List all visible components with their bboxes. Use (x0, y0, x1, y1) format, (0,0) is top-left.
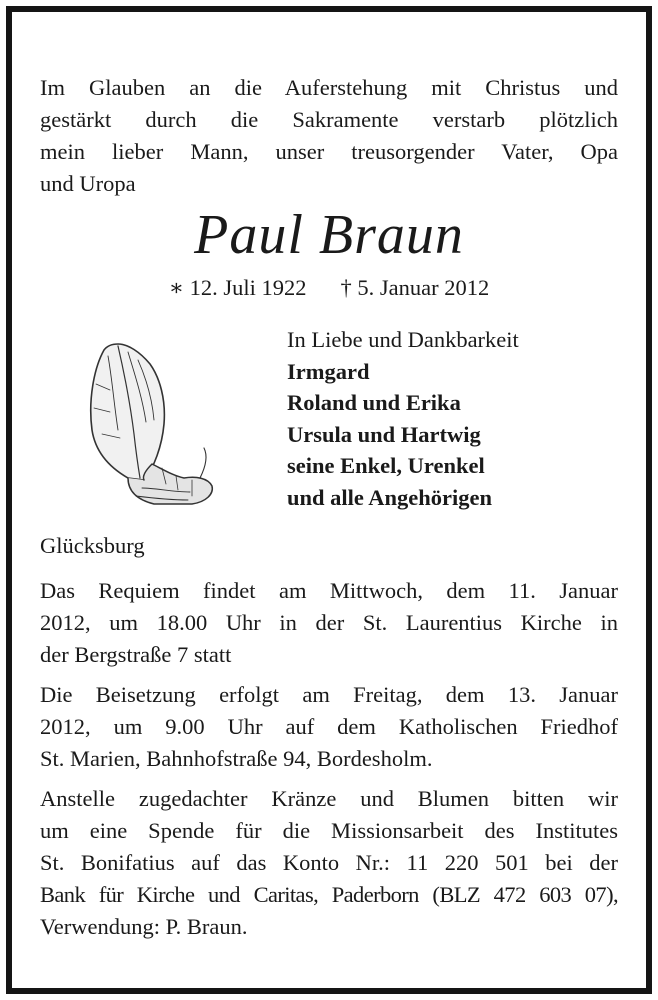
donation-line: Anstelle zugedachter Kränze und Blumen bitten wir (40, 786, 618, 811)
burial-line: St. Marien, Bahnhofstraße 94, Bordesholm. (40, 746, 433, 771)
life-dates (0, 272, 658, 304)
requiem-line: 2012, um 18.00 Uhr in der St. Laurentius Kirche in (40, 610, 618, 635)
mourners-block (287, 324, 627, 513)
deceased-name: Paul Braun (194, 204, 464, 266)
place (40, 530, 618, 562)
requiem-paragraph (40, 575, 618, 671)
donation-line: um eine Spende für die Missionsarbeit des Institutes (40, 818, 618, 843)
burial-paragraph (40, 679, 618, 775)
place-line: Glücksburg (40, 533, 145, 558)
death-date: † 5. Januar 2012 (340, 275, 490, 300)
donation-line: Verwendung: P. Braun. (40, 914, 248, 939)
burial-line: Die Beisetzung erfolgt am Freitag, dem 13. Januar (40, 682, 618, 707)
intro-line: mein lieber Mann, unser treusorgender Vater, Opa (40, 139, 618, 164)
burial-line: 2012, um 9.00 Uhr auf dem Katholischen Friedhof (40, 714, 618, 739)
intro-line: gestärkt durch die Sakramente verstarb plötzlich (40, 107, 618, 132)
mourners-intro: In Liebe und Dankbarkeit (287, 327, 519, 352)
birth-date: ∗ 12. Juli 1922 (168, 275, 307, 300)
mourner-name: seine Enkel, Urenkel (287, 453, 485, 478)
requiem-line: der Bergstraße 7 statt (40, 642, 232, 667)
praying-hands-icon (80, 338, 220, 508)
mourner-name: Ursula und Hartwig (287, 421, 481, 447)
donation-line: St. Bonifatius auf das Konto Nr.: 11 220 501 bei der (40, 850, 618, 875)
requiem-line: Das Requiem findet am Mittwoch, dem 11. Januar (40, 578, 618, 603)
donation-paragraph (40, 783, 618, 943)
mourner-name: Roland und Erika (287, 390, 461, 415)
mourner-name: Irmgard (287, 358, 370, 384)
donation-line: Bank für Kirche und Caritas, Paderborn (BLZ 472 603 07), (40, 882, 618, 907)
intro-line: Im Glauben an die Auferstehung mit Christus und (40, 75, 618, 100)
mourner-name: und alle Angehörigen (287, 484, 493, 510)
intro-paragraph (40, 72, 618, 200)
intro-line: und Uropa (40, 171, 136, 196)
